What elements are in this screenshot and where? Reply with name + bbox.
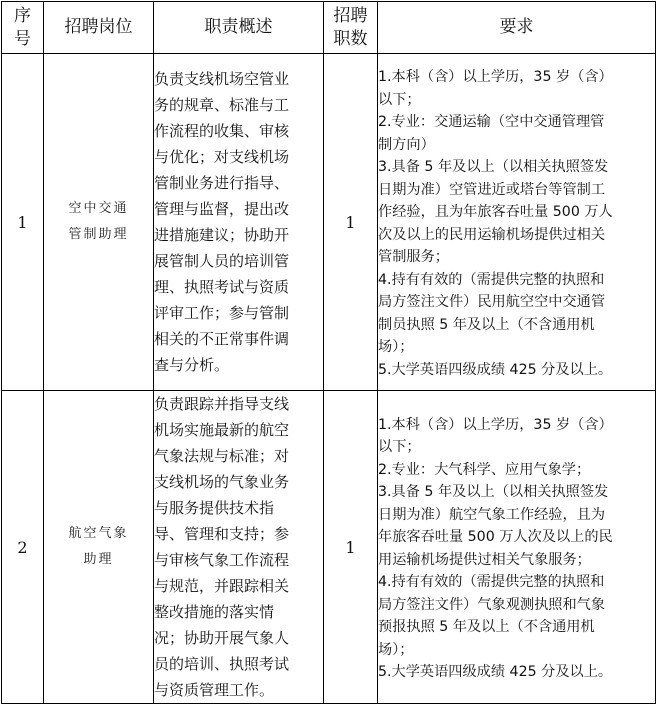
requirement-line: 3.具备 5 年及以上（以相关执照签发 <box>378 159 609 175</box>
duty-line: 与服务提供技术指 <box>154 499 275 517</box>
row-index: 2 <box>2 391 44 704</box>
requirement-line: 作经验，且为年旅客吞吐量 500 万人 <box>378 204 613 220</box>
duty-line: 与优化；对支线机场 <box>154 148 290 166</box>
duty-line: 与审核气象工作流程 <box>154 551 290 569</box>
duty-line: 进措施建议；协助开 <box>154 226 290 244</box>
header-index: 序 号 <box>2 2 44 54</box>
duty-line: 气象法规与标准；对 <box>154 447 290 465</box>
duty-line: 机场实施最新的航空 <box>154 421 290 439</box>
table-row <box>2 54 656 391</box>
duty-line: 导、管理和支持；参 <box>154 525 290 543</box>
duty-line: 整改措施的落实情 <box>154 603 275 621</box>
requirement-line: 年旅客吞吐量 500 万人次及以上的民 <box>378 529 613 545</box>
duty-line: 与规范，并跟踪相关 <box>154 577 290 595</box>
duty-line: 与资质管理工作。 <box>154 681 275 699</box>
position-title: 空中交通 管制助理 <box>44 54 154 391</box>
header-requirements: 要求 <box>378 2 656 54</box>
requirement-line: 局方签注文件）民用航空空中交通管 <box>378 294 606 310</box>
requirement-line: 用运输机场提供过相关气象服务； <box>378 551 591 568</box>
duty-description <box>154 54 324 391</box>
duty-line: 查与分析。 <box>154 356 230 374</box>
duty-line: 负责支线机场空管业 <box>154 70 290 88</box>
requirement-line: 局方签注文件）气象观测执照和气象 <box>378 596 606 613</box>
duty-description <box>154 391 324 704</box>
requirement-line: 5.大学英语四级成绩 425 分及以上。 <box>378 361 613 378</box>
header-count: 招聘 职数 <box>324 2 378 54</box>
duty-line: 务的规章、标准与工 <box>154 96 290 114</box>
header-duties: 职责概述 <box>154 2 324 54</box>
duty-line: 展管制人员的培训管 <box>154 252 290 270</box>
requirement-line: 日期为准）空管进近或塔台等管制工 <box>378 181 606 198</box>
requirement-line: 2.专业：交通运输（空中交通管理管 <box>378 114 605 130</box>
requirement-line: 5.大学英语四级成绩 425 分及以上。 <box>378 664 613 680</box>
duty-line: 评审工作；参与管制 <box>154 304 290 322</box>
requirement-line: 4.持有有效的（需提供完整的执照和 <box>378 271 605 288</box>
requirement-line: 日期为准）航空气象工作经验，且为 <box>378 506 606 523</box>
recruitment-table <box>1 1 656 704</box>
requirement-line: 制员执照 5 年及以上（不含通用机 <box>378 316 595 333</box>
table-row <box>2 391 656 704</box>
row-index: 1 <box>2 54 44 391</box>
duty-line: 理、执照考试与资质 <box>154 278 290 296</box>
header-position: 招聘岗位 <box>44 2 154 54</box>
requirement-line: 制方向） <box>378 136 435 153</box>
header-row <box>2 2 656 54</box>
duty-line: 支线机场的气象业务 <box>154 473 290 491</box>
requirement-line: 1.本科（含）以上学历，35 岁（含） <box>378 69 613 85</box>
duty-line: 作流程的收集、审核 <box>154 122 290 140</box>
position-title: 航空气象 助理 <box>44 391 154 704</box>
requirement-line: 以下； <box>378 91 421 108</box>
duty-line: 员的培训、执照考试 <box>154 655 290 673</box>
requirement-line: 4.持有有效的（需提供完整的执照和 <box>378 574 605 590</box>
requirement-line: 3.具备 5 年及以上（以相关执照签发 <box>378 484 609 500</box>
requirement-line: 1.本科（含）以上学历，35 岁（含） <box>378 416 613 433</box>
headcount: 1 <box>324 54 378 391</box>
requirement-line: 场）； <box>378 641 414 658</box>
requirement-line: 管制服务； <box>378 249 449 265</box>
duty-line: 况；协助开展气象人 <box>154 629 290 647</box>
requirements-list <box>378 54 656 391</box>
requirement-line: 预报执照 5 年及以上（不含通用机 <box>378 619 595 635</box>
requirement-line: 场）； <box>378 339 414 355</box>
headcount: 1 <box>324 391 378 704</box>
requirement-line: 以下； <box>378 439 421 455</box>
requirement-line: 次及以上的民用运输机场提供过相关 <box>378 226 606 243</box>
requirement-line: 2.专业：大气科学、应用气象学； <box>378 461 591 478</box>
requirements-list <box>378 391 656 704</box>
duty-line: 管制业务进行指导、 <box>154 174 290 192</box>
duty-line: 负责跟踪并指导支线 <box>154 395 290 413</box>
duty-line: 相关的不正常事件调 <box>154 330 290 348</box>
duty-line: 管理与监督，提出改 <box>154 200 290 218</box>
